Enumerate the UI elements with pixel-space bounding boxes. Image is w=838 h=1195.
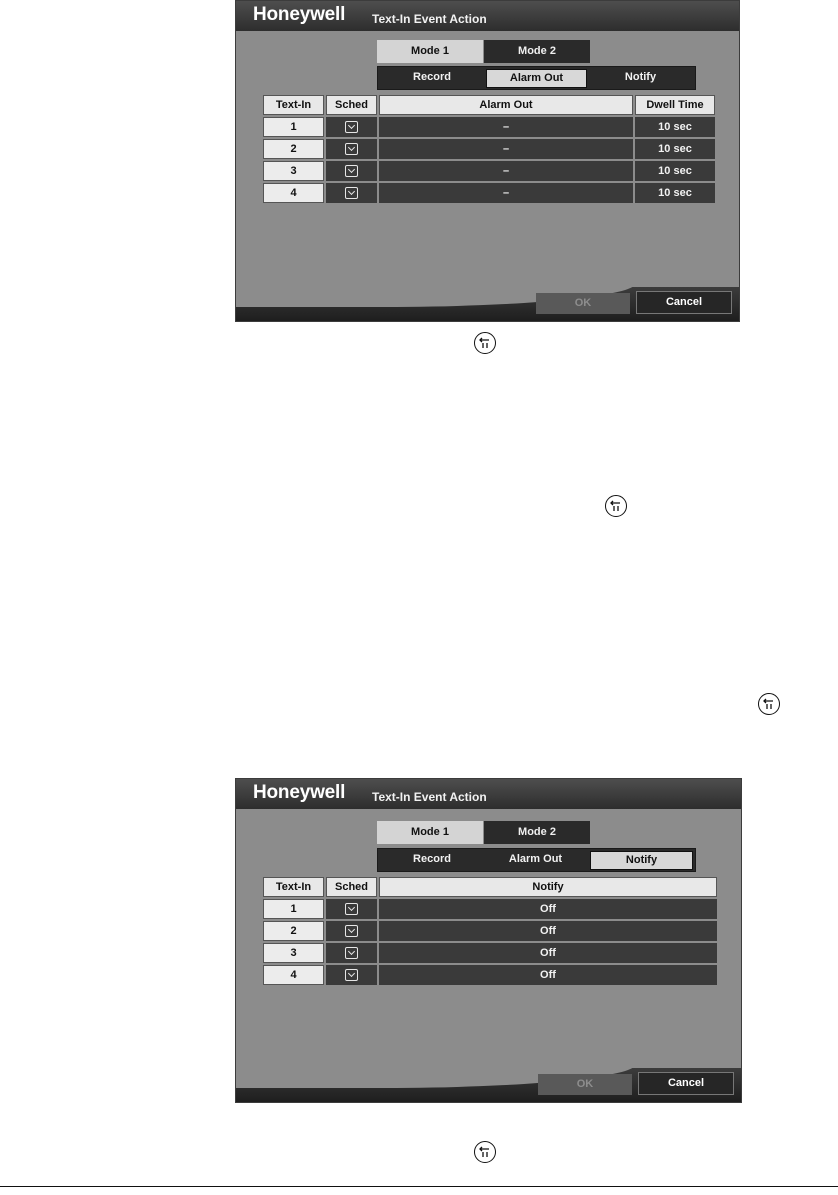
table-row [263, 921, 717, 941]
schedule-icon[interactable] [345, 947, 358, 959]
column-header-text-in: Text-In [263, 95, 324, 115]
mode-tabs [377, 821, 590, 844]
table-row [263, 117, 715, 137]
dwell-time-cell[interactable]: 10 sec [635, 117, 715, 137]
brand-logo: Honeywell [253, 4, 346, 25]
cancel-button[interactable]: Cancel [638, 1072, 734, 1095]
schedule-icon[interactable] [345, 187, 358, 199]
schedule-cell[interactable] [326, 183, 377, 203]
column-header-text-in: Text-In [263, 877, 324, 897]
schedule-icon[interactable] [345, 165, 358, 177]
schedule-icon[interactable] [345, 925, 358, 937]
schedule-cell[interactable] [326, 965, 377, 985]
title-bar [236, 779, 741, 809]
ok-button[interactable]: OK [538, 1074, 632, 1095]
text-in-number: 2 [263, 921, 324, 941]
enter-key-icon [605, 495, 627, 517]
schedule-icon[interactable] [345, 969, 358, 981]
page-footer-rule [0, 1186, 838, 1187]
table-row [263, 965, 717, 985]
dwell-time-cell[interactable]: 10 sec [635, 139, 715, 159]
notify-cell[interactable]: Off [379, 899, 717, 919]
table-row [263, 943, 717, 963]
dwell-time-cell[interactable]: 10 sec [635, 161, 715, 181]
tab-record[interactable]: Record [413, 71, 451, 83]
cancel-button[interactable]: Cancel [636, 291, 732, 314]
text-in-number: 3 [263, 943, 324, 963]
title-bar [236, 1, 739, 31]
brand-logo: Honeywell [253, 782, 346, 803]
schedule-icon[interactable] [345, 903, 358, 915]
alarm-out-table [261, 93, 717, 205]
schedule-cell[interactable] [326, 921, 377, 941]
notify-table [261, 875, 719, 987]
column-header-sched: Sched [326, 877, 377, 897]
table-row [263, 161, 715, 181]
ok-button[interactable]: OK [536, 293, 630, 314]
tab-mode-1[interactable]: Mode 1 [377, 821, 483, 844]
alarm-out-cell[interactable]: – [379, 161, 633, 181]
text-in-number: 2 [263, 139, 324, 159]
notify-cell[interactable]: Off [379, 965, 717, 985]
mode-tabs [377, 40, 590, 63]
dialog-title: Text-In Event Action [372, 790, 487, 804]
tab-record[interactable]: Record [413, 853, 451, 865]
text-in-number: 4 [263, 183, 324, 203]
alarm-out-cell[interactable]: – [379, 183, 633, 203]
alarm-out-cell[interactable]: – [379, 117, 633, 137]
column-header-notify: Notify [379, 877, 717, 897]
tab-mode-2[interactable]: Mode 2 [484, 40, 590, 63]
text-in-number: 1 [263, 899, 324, 919]
schedule-cell[interactable] [326, 139, 377, 159]
dialog-title: Text-In Event Action [372, 12, 487, 26]
alarm-out-cell[interactable]: – [379, 139, 633, 159]
dwell-time-cell[interactable]: 10 sec [635, 183, 715, 203]
text-in-number: 1 [263, 117, 324, 137]
action-tabs [377, 66, 696, 90]
notify-cell[interactable]: Off [379, 943, 717, 963]
enter-key-icon [474, 1141, 496, 1163]
tab-notify[interactable]: Notify [624, 71, 657, 83]
tab-notify[interactable]: Notify [590, 851, 693, 870]
enter-key-icon [758, 693, 780, 715]
schedule-icon[interactable] [345, 121, 358, 133]
schedule-cell[interactable] [326, 161, 377, 181]
tab-alarm-out[interactable]: Alarm Out [508, 853, 563, 865]
table-row [263, 899, 717, 919]
column-header-dwell-time: Dwell Time [635, 95, 715, 115]
column-header-sched: Sched [326, 95, 377, 115]
tab-alarm-out[interactable]: Alarm Out [486, 69, 587, 88]
schedule-cell[interactable] [326, 117, 377, 137]
column-header-alarm-out: Alarm Out [379, 95, 633, 115]
tab-mode-1[interactable]: Mode 1 [377, 40, 483, 63]
text-in-number: 3 [263, 161, 324, 181]
schedule-icon[interactable] [345, 143, 358, 155]
notify-cell[interactable]: Off [379, 921, 717, 941]
event-action-dialog-alarm-out [235, 0, 740, 322]
schedule-cell[interactable] [326, 899, 377, 919]
table-row [263, 183, 715, 203]
event-action-dialog-notify [235, 778, 742, 1103]
tab-mode-2[interactable]: Mode 2 [484, 821, 590, 844]
text-in-number: 4 [263, 965, 324, 985]
action-tabs [377, 848, 696, 872]
schedule-cell[interactable] [326, 943, 377, 963]
table-row [263, 139, 715, 159]
enter-key-icon [474, 332, 496, 354]
